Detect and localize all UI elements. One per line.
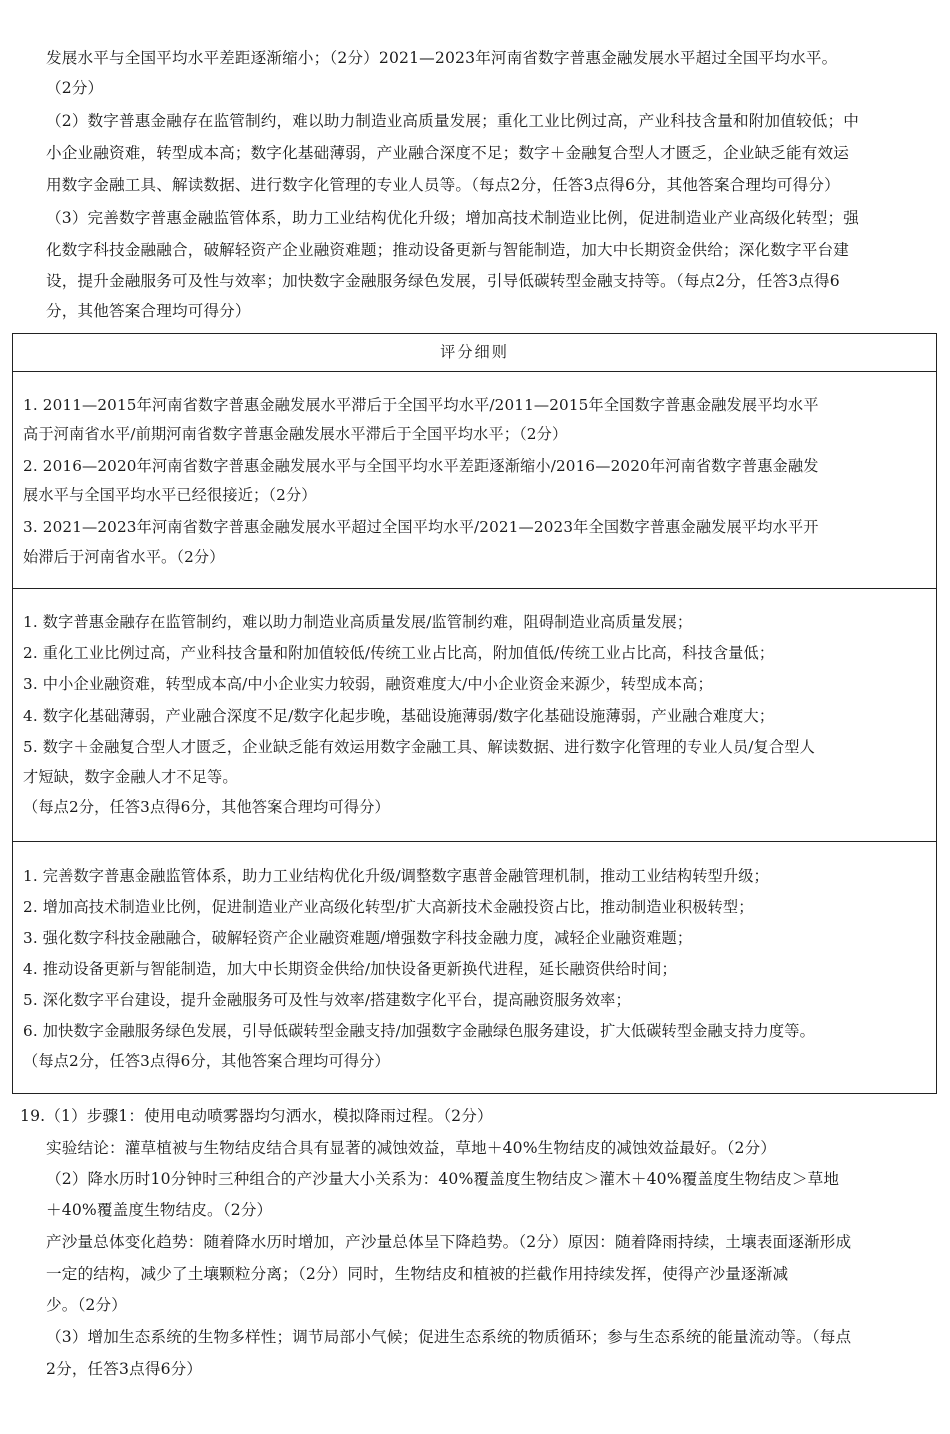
rubric-line: 1. 完善数字普惠金融监管体系，助力工业结构优化升级/调整数字惠普金融管理机制，推动工业结构转型升级； (23, 867, 769, 885)
text-line: 化数字科技金融融合，破解轻资产企业融资难题；推动设备更新与智能制造，加大中长期资金供给；深化数字平台建 (46, 241, 849, 259)
rubric-line: 2. 增加高技术制造业比例，促进制造业产业高级化转型/扩大高新技术金融投资占比，推动制造业积极转型； (23, 898, 754, 916)
rubric-divider (13, 588, 936, 589)
rubric-line: 2. 重化工业比例过高，产业科技含量和附加值较低/传统工业占比高，附加值低/传统工业占比高，科技含量低； (23, 644, 775, 662)
rubric-divider (13, 841, 936, 842)
rubric-line: 展水平与全国平均水平已经很接近；（2分） (23, 486, 317, 504)
rubric-line: 4. 数字化基础薄弱，产业融合深度不足/数字化起步晚，基础设施薄弱/数字化基础设施薄弱，产业融合难度大； (23, 707, 775, 725)
rubric-line: 1. 2011—2015年河南省数字普惠金融发展水平滞后于全国平均水平/2011—2015年全国数字普惠金融发展平均水平 (23, 396, 819, 414)
rubric-line: 6. 加快数字金融服务绿色发展，引导低碳转型金融支持/加强数字金融绿色服务建设，扩大低碳转型金融支持力度等。 (23, 1022, 815, 1040)
text-line: ＋40%覆盖度生物结皮。（2分） (46, 1201, 273, 1219)
rubric-divider (13, 371, 936, 372)
rubric-line: （每点2分，任答3点得6分，其他答案合理均可得分） (23, 798, 390, 816)
rubric-line: 4. 推动设备更新与智能制造，加大中长期资金供给/加快设备更新换代进程，延长融资供给时间； (23, 960, 677, 978)
rubric-header: 评分细则 (440, 343, 509, 361)
rubric-line: 3. 中小企业融资难，转型成本高/中小企业实力较弱，融资难度大/中小企业资金来源少，转型成本高； (23, 675, 713, 693)
rubric-line: （每点2分，任答3点得6分，其他答案合理均可得分） (23, 1052, 390, 1070)
text-line: 19.（1）步骤1：使用电动喷雾器均匀洒水，模拟降雨过程。（2分） (20, 1107, 493, 1125)
rubric-line: 高于河南省水平/前期河南省数字普惠金融发展水平滞后于全国平均水平；（2分） (23, 425, 568, 443)
text-line: （2）数字普惠金融存在监管制约，难以助力制造业高质量发展；重化工业比例过高，产业科技含量和附加值较低；中 (46, 112, 860, 130)
text-line: 产沙量总体变化趋势：随着降水历时增加，产沙量总体呈下降趋势。（2分）原因：随着降雨持续，土壤表面逐渐形成 (46, 1233, 852, 1251)
text-line: 少。（2分） (46, 1296, 127, 1314)
text-line: （3）增加生态系统的生物多样性；调节局部小气候；促进生态系统的物质循环；参与生态系统的能量流动等。（每点 (46, 1328, 852, 1346)
text-line: 发展水平与全国平均水平差距逐渐缩小；（2分）2021—2023年河南省数字普惠金融发展水平超过全国平均水平。 (46, 49, 838, 67)
rubric-line: 3. 2021—2023年河南省数字普惠金融发展水平超过全国平均水平/2021—2023年全国数字普惠金融发展平均水平开 (23, 518, 819, 536)
rubric-line: 5. 深化数字平台建设，提升金融服务可及性与效率/搭建数字化平台，提高融资服务效率； (23, 991, 631, 1009)
text-line: （2分） (46, 79, 104, 97)
rubric-line: 1. 数字普惠金融存在监管制约，难以助力制造业高质量发展/监管制约难，阻碍制造业高质量发展； (23, 613, 693, 631)
text-line: 用数字金融工具、解读数据、进行数字化管理的专业人员等。（每点2分，任答3点得6分，其他答案合理均可得分） (46, 176, 840, 194)
rubric-line: 才短缺，数字金融人才不足等。 (23, 768, 238, 786)
text-line: 设，提升金融服务可及性与效率；加快数字金融服务绿色发展，引导低碳转型金融支持等。（每点2分，任答3点得6 (46, 272, 840, 290)
text-line: 2分，任答3点得6分） (46, 1360, 203, 1378)
text-line: 小企业融资难，转型成本高；数字化基础薄弱，产业融合深度不足；数字＋金融复合型人才匮乏，企业缺乏能有效运 (46, 144, 849, 162)
text-line: （2）降水历时10分钟时三种组合的产沙量大小关系为：40%覆盖度生物结皮＞灌木＋40%覆盖度生物结皮＞草地 (46, 1170, 840, 1188)
scoring-rubric-box (12, 333, 937, 1094)
rubric-line: 2. 2016—2020年河南省数字普惠金融发展水平与全国平均水平差距逐渐缩小/2016—2020年河南省数字普惠金融发 (23, 457, 819, 475)
rubric-line: 始滞后于河南省水平。（2分） (23, 548, 225, 566)
text-line: 实验结论：灌草植被与生物结皮结合具有显著的减蚀效益，草地＋40%生物结皮的减蚀效益最好。（2分） (46, 1139, 777, 1157)
rubric-line: 3. 强化数字科技金融融合，破解轻资产企业融资难题/增强数字科技金融力度，减轻企业融资难题； (23, 929, 693, 947)
rubric-line: 5. 数字＋金融复合型人才匮乏，企业缺乏能有效运用数字金融工具、解读数据、进行数字化管理的专业人员/复合型人 (23, 738, 815, 756)
text-line: 分，其他答案合理均可得分） (46, 302, 251, 320)
text-line: （3）完善数字普惠金融监管体系，助力工业结构优化升级；增加高技术制造业比例，促进制造业产业高级化转型；强 (46, 209, 860, 227)
text-line: 一定的结构，减少了土壤颗粒分离；（2分）同时，生物结皮和植被的拦截作用持续发挥，使得产沙量逐渐减 (46, 1265, 789, 1283)
